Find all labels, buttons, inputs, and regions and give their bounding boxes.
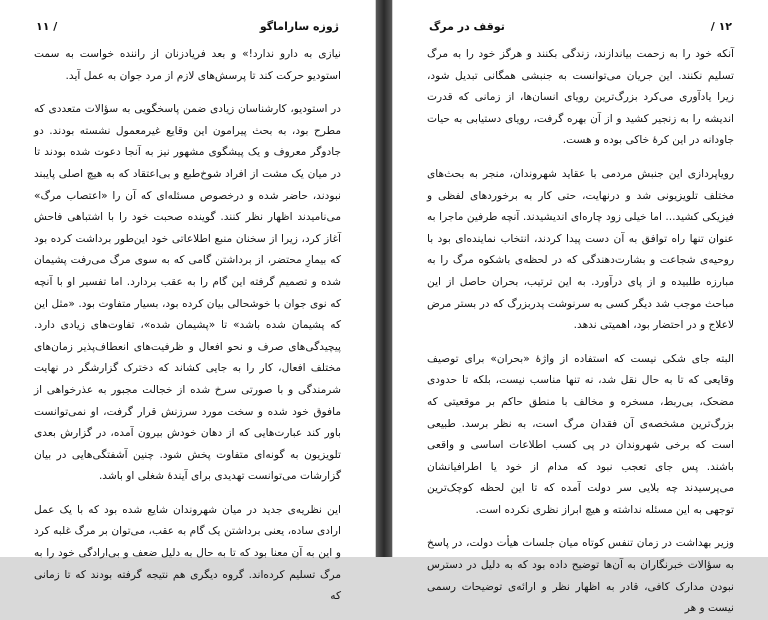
- paragraph: آنکه خود را به زحمت بیاندازند، زندگی بکنند و هرگز خود را به مرگ تسلیم نکنند. این جریان می‌توانست به جنبشی همگانی تبدیل شود، زیرا یادآوری می‌کرد بزرگ‌ترین رویای انسان‌ها، از زمانی که قدرت اندیشه را به زنجیر کشید و از آن بهره گرفت، رویای دستیابی به حیات جاودانه در این کرهٔ خاکی بوده و هست.: [427, 48, 734, 147]
- left-page-header: [36, 20, 339, 38]
- paragraph: البته جای شکی نیست که استفاده از واژهٔ «بحران» برای توصیف وقایعی که تا به حال نقل شد، نه تنها مناسب نیست، بلکه تا حدودی مضحک، بی‌ربط، مسخره و مخالف با منطق حاکم بر موقعیتی که بزرگ‌ترین مشخصه‌ی آن فقدان مرگ است، به نظر برسد. طبیعی است که برخی شهروندان در پی کسب اطلاعات اساسی و واقعی باشند. پس جای تعجب نبود که مدام از خود یا اطرافیانشان می‌پرسیدند چه بلایی سر دولت آمده که تا این لحظه کوچک‌ترین توجهی به این مسئله نداشته و هیچ ابراز نظری نکرده است.: [427, 352, 734, 516]
- left-page-body: [34, 44, 341, 603]
- right-page: [392, 0, 768, 615]
- left-page-number: / ۱۱: [36, 20, 58, 33]
- book-gutter: [376, 0, 392, 557]
- right-page-header: [429, 20, 732, 38]
- right-page-running-title: توقف در مرگ: [429, 20, 505, 33]
- paragraph: در استودیو، کارشناسان زیادی ضمن پاسخگویی به سؤالات متعددی که مطرح بود، به بحث پیرامون این وقایع غیرمعمول نشسته بودند. دو جادوگر معروف و یک پیشگوی مشهور نیز به آنجا دعوت شده بودند تا در میان یک مشت از افراد شوخ‌طبع و بی‌اعتقاد که به هیچ اصلی پایبند نبودند، حاضر شده و درخصوص مسئله‌ای که آن را «اعتصاب مرگ» می‌نامیدند اظهار نظر کنند. گوینده صحبت خود را با اشتباهی فاحش آغاز کرد، زیرا از سخنان منبع اطلاعاتی خود این‌طور برداشت کرده بود که بیمارِ محتضر، از برداشتن گامی که به سوی مرگ می‌رفت پشیمان شده و تصمیم گرفته این گام را به عقب بردارد. اما تفسیر او با آنچه که نوی جوان با خوشحالی بیان کرده بود، بسیار متفاوت بود. «مثل این که پشیمان شده باشد» تا «پشیمان شده»، تفاوت‌های زیادی دارد. پیچیدگی‌های صرف و نحو افعال و ظرفیت‌های انعطاف‌پذیر زمان‌های مختلف افعال، کار را به جایی کشاند که دخترک گزارشگر در نهایت شرمندگی و با صورتی سرخ شده از خجالت مجبور به عذرخواهی از مافوق خود شده و سخت مورد سرزنش قرار گرفت، او نمی‌توانست باور کند عبارت‌هایی که از دهان خودش بیرون آمده، در گزارش بعدی تلویزیون به گونه‌ای متفاوت پخش شود. چنین آشفتگی‌هایی در بیان گزارشات می‌توانست تهدیدی برای آیندهٔ شغلی او باشد.: [34, 103, 341, 483]
- paragraph: رویاپردازی این جنبش مردمی با عقاید شهروندان، منجر به بحث‌های مختلف تلویزیونی شد و درنهایت، حتی کار به برخوردهای لفظی و فیزیکی کشید... اما خیلی زود چاره‌ای اندیشیدند. آنچه طرفین ماجرا به عنوان تنها راه توافق به آن دست پیدا کردند، انتخاب نماینده‌ای بود با روحیه‌ی شجاعت و بشارت‌دهندگی که در لحظه‌ی باشکوه مرگ را به مبارزه طلبیده و از پای درآورد. به این ترتیب، بحران حاصل از این مباحث موجب شد دیگر کسی به سرنوشت پدربزرگ که در بستر مرض لاعلاج و در احتضار بود، اهمیتی ندهد.: [427, 167, 734, 332]
- paragraph: وزیر بهداشت در زمان تنفس کوتاه میان جلسات هیأت دولت، در پاسخ به سؤالات خبرنگاران به آن‌ها توضیح داده بود که به دلیل در دسترس نبودن مدارک کافی، قادر به اظهار نظر و ارائه‌ی توضیحات رسمی نیست و هر: [427, 537, 734, 615]
- paragraph: این نظریه‌ی جدید در میان شهروندان شایع شده بود که با یک عمل ارادی ساده، یعنی برداشتن یک گام به عقب، می‌توان بر مرگ غلبه کرد و این به آن معنا بود که تا به حال به دلیل ضعف و بی‌ارادگی خود را به مرگ تسلیم کرده‌اند. گروه دیگری هم نتیجه گرفته بودند که تا زمانی که: [34, 503, 341, 603]
- right-page-number: ۱۲ /: [710, 20, 732, 33]
- left-page: [0, 0, 376, 603]
- paragraph: نیازی به دارو ندارد!» و بعد فریادزنان از راننده خواست به سمت استودیو حرکت کند تا پرسش‌های لازم از مرد جوان به عمل آید.: [34, 48, 341, 82]
- left-page-running-title: ژوزه ساراماگو: [259, 20, 339, 33]
- right-page-body: [427, 44, 734, 615]
